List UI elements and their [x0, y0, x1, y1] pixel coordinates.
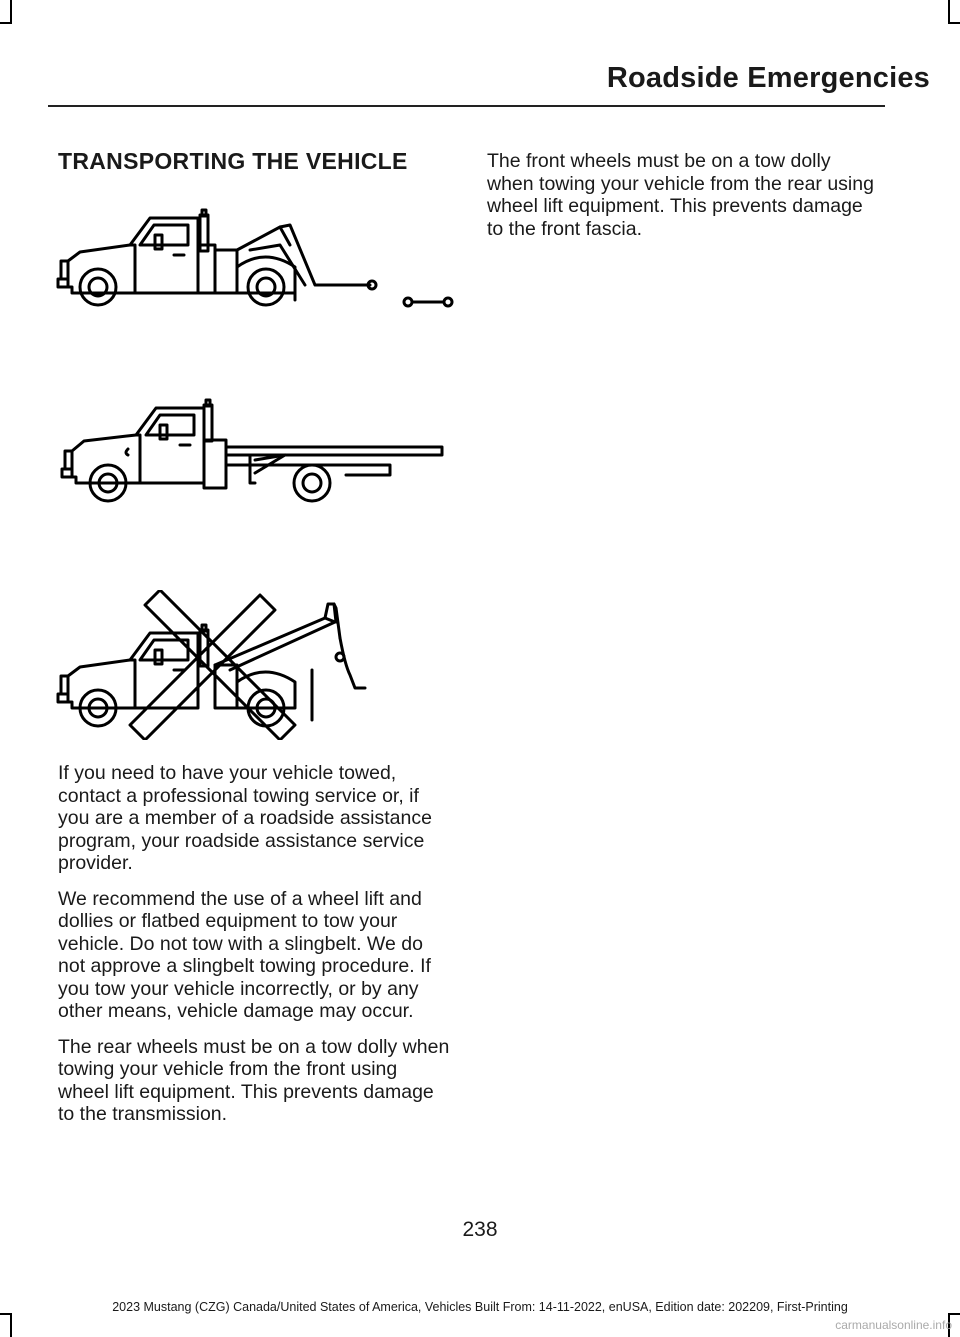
watermark: carmanualsonline.info — [835, 1318, 952, 1332]
page-number: 238 — [462, 1218, 498, 1241]
crop-mark — [0, 22, 12, 24]
paragraph: We recommend the use of a wheel lift and dollies or flatbed equipment to tow your vehicle. Do not tow with a slingbelt. We do not approve a slingbelt towing procedure. If you tow your vehicle incorrectly, or by any other means, vehicle damage may occur. — [58, 887, 431, 1022]
left-column-text — [58, 762, 453, 1139]
slingbelt-tow-truck-figure — [50, 590, 460, 745]
page-footer: 2023 Mustang (CZG) Canada/United States of America, Vehicles Built From: 14-11-2022, enUSA, Edition date: 202209, First-Printing — [112, 1300, 848, 1314]
page-header-title: Roadside Emergencies — [606, 62, 930, 94]
wheel-lift-tow-truck-figure — [50, 205, 460, 320]
paragraph: If you need to have your vehicle towed, contact a professional towing service or, if you are a member of a roadside assistance program, your roadside assistance service provider. — [58, 762, 432, 874]
wheel-lift-tow-truck-icon — [50, 205, 460, 315]
flatbed-tow-truck-figure — [50, 395, 460, 515]
crop-mark — [10, 0, 12, 22]
crop-mark — [10, 1315, 12, 1337]
slingbelt-tow-truck-crossed-out-icon — [50, 590, 460, 740]
right-column-text — [487, 150, 882, 240]
header-divider — [48, 105, 885, 107]
section-heading: TRANSPORTING THE VEHICLE — [58, 148, 408, 174]
crop-mark — [948, 22, 960, 24]
paragraph: The rear wheels must be on a tow dolly when towing your vehicle from the front using wheel lift equipment. This prevents damage to the transmission. — [58, 1035, 450, 1125]
flatbed-tow-truck-icon — [50, 395, 460, 510]
paragraph: The front wheels must be on a tow dolly when towing your vehicle from the rear using wheel lift equipment. This prevents damage to the front fascia. — [487, 150, 874, 240]
crop-mark — [948, 0, 950, 22]
